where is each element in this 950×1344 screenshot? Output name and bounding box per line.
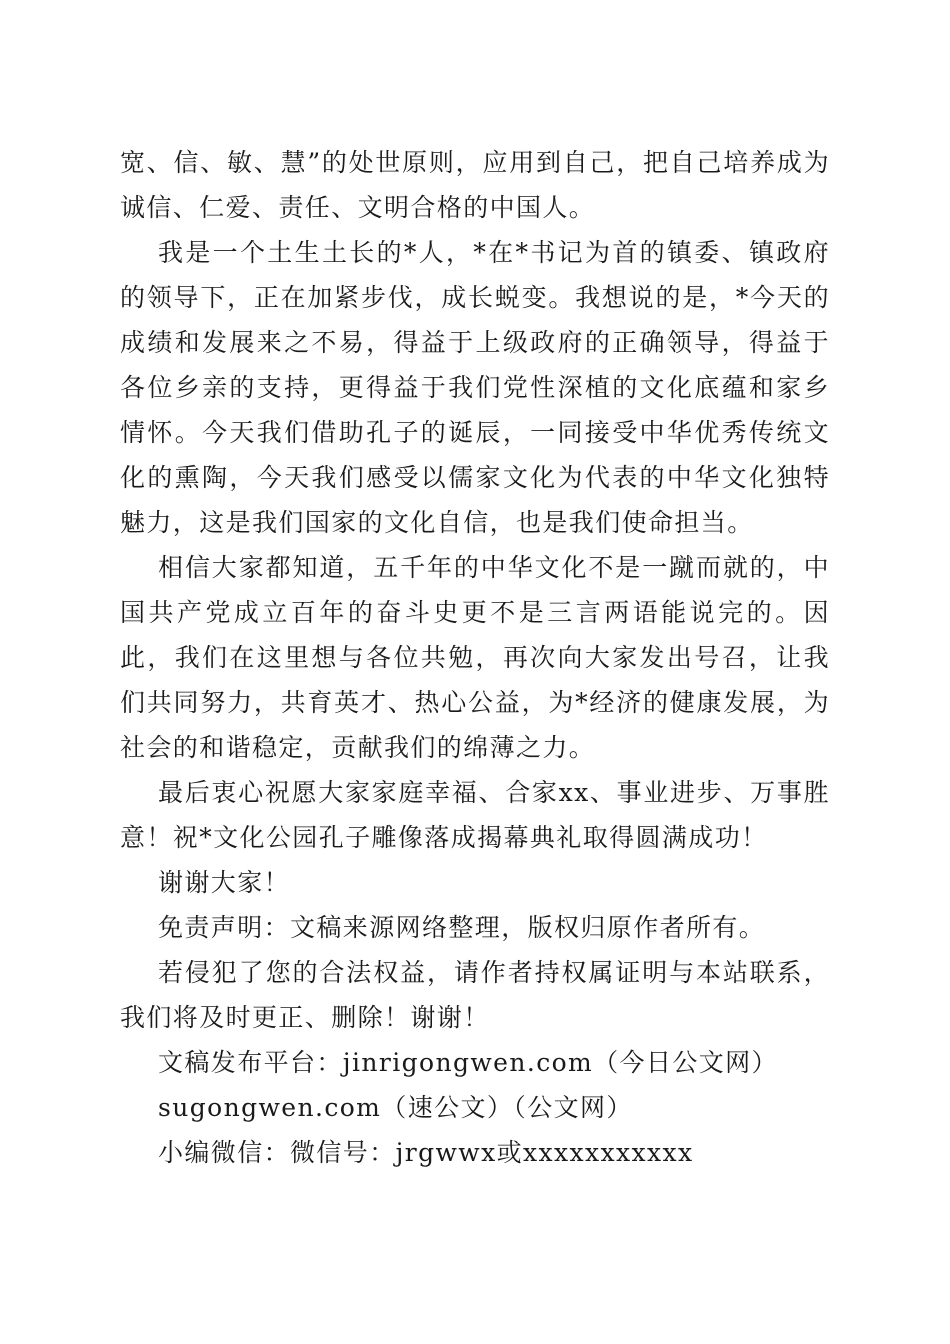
document-body: [120, 140, 830, 1175]
paragraph-hometown: 我是一个土生土长的*人，*在*书记为首的镇委、镇政府的领导下，正在加紧步伐，成长蜕变。我想说的是，*今天的成绩和发展来之不易，得益于上级政府的正确领导，得益于各位乡亲的支持，更得益于我们党性深植的文化底蕴和家乡情怀。今天我们借助孔子的诞辰，一同接受中华优秀传统文化的熏陶，今天我们感受以儒家文化为代表的中华文化独特魅力，这是我们国家的文化自信，也是我们使命担当。: [120, 238, 830, 537]
paragraph-platform: 文稿发布平台：jinrigongwen.com（今日公文网）: [158, 1048, 778, 1077]
paragraph-principles: 宽、信、敏、慧”的处世原则，应用到自己，把自己培养成为诚信、仁爱、责任、文明合格的中国人。: [120, 148, 830, 222]
paragraph-blessing: 最后衷心祝愿大家家庭幸福、合家xx、事业进步、万事胜意！祝*文化公园孔子雕像落成揭幕典礼取得圆满成功！: [120, 778, 830, 852]
paragraph-site: sugongwen.com（速公文）（公文网）: [158, 1093, 633, 1122]
paragraph-infringement: 若侵犯了您的合法权益，请作者持权属证明与本站联系，我们将及时更正、删除！谢谢！: [120, 958, 830, 1032]
paragraph-culture: 相信大家都知道，五千年的中华文化不是一蹴而就的，中国共产党成立百年的奋斗史更不是三言两语能说完的。因此，我们在这里想与各位共勉，再次向大家发出号召，让我们共同努力，共育英才、热心公益，为*经济的健康发展，为社会的和谐稳定，贡献我们的绵薄之力。: [120, 553, 830, 762]
paragraph-thanks: 谢谢大家！: [158, 868, 291, 897]
paragraph-disclaimer: 免责声明：文稿来源网络整理，版权归原作者所有。: [158, 913, 766, 942]
paragraph-wechat: 小编微信：微信号：jrgwwx或xxxxxxxxxxx: [158, 1138, 694, 1167]
